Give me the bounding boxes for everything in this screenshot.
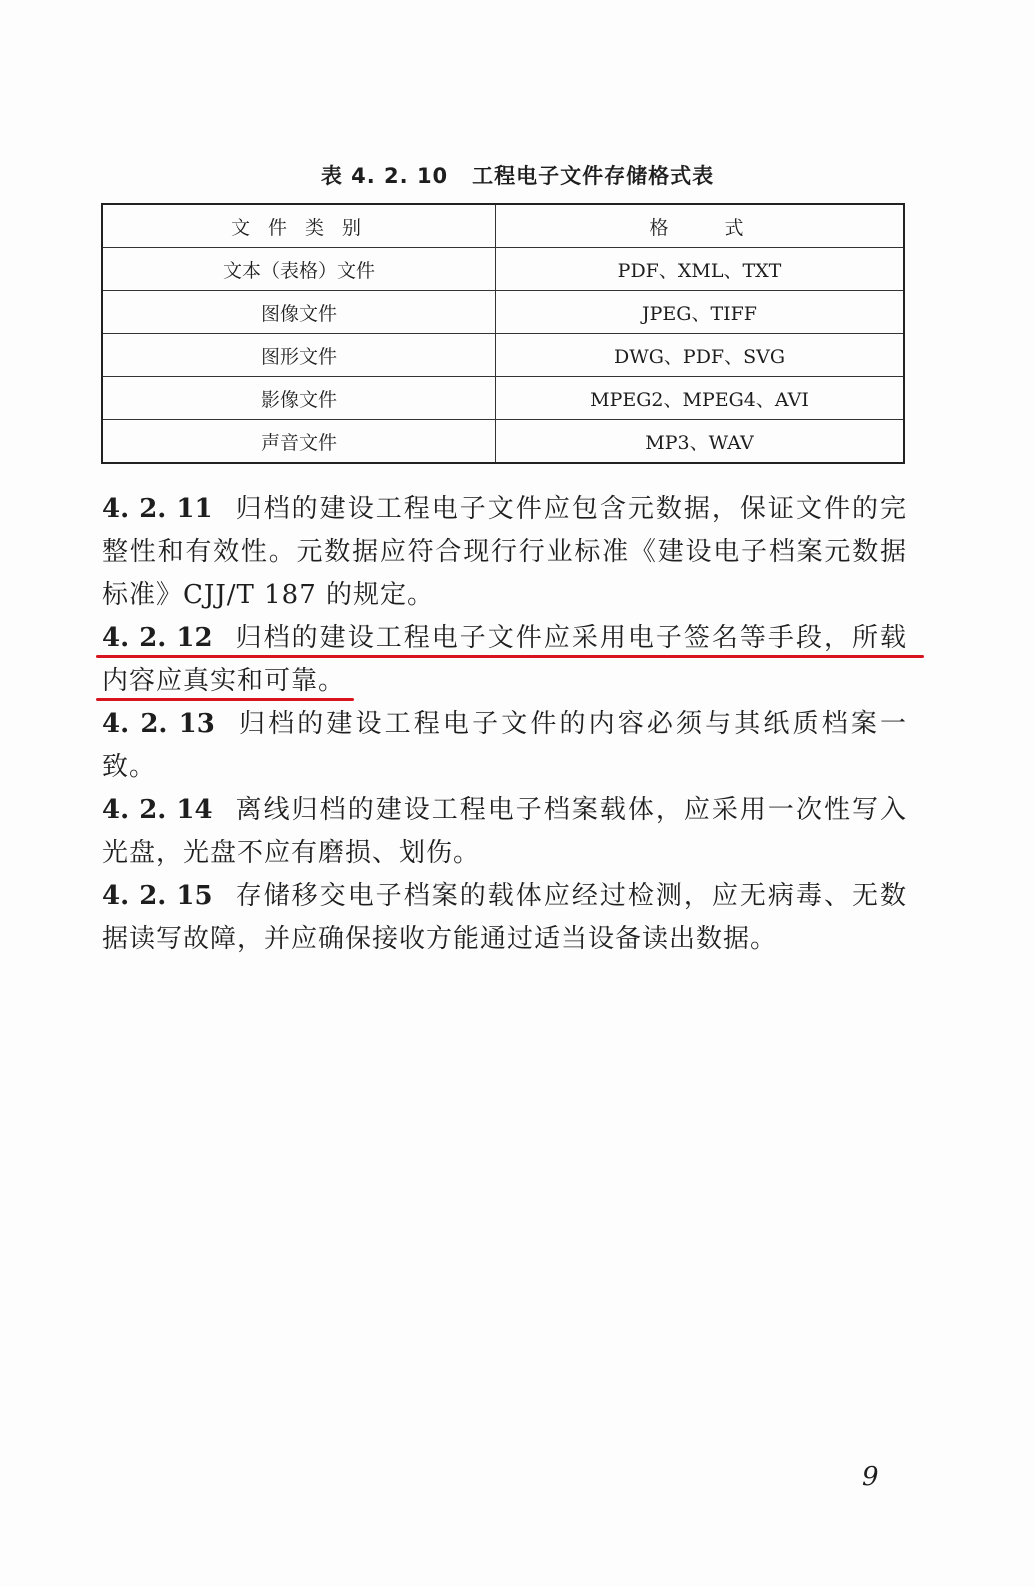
clause-4-2-15 <box>102 875 907 961</box>
clause-number: 4. 2. 15 <box>102 881 213 911</box>
cell-file-category: 文本（表格）文件 <box>102 248 496 291</box>
clause-number: 4. 2. 13 <box>102 709 215 739</box>
header-file-category: 文 件 类 别 <box>102 204 496 248</box>
table-caption-number: 表 4. 2. 10 <box>320 164 449 188</box>
cell-file-category: 图形文件 <box>102 334 496 377</box>
table-header-row <box>102 204 904 248</box>
clause-text: 归档的建设工程电子文件的内容必须与其纸质档案一致。 <box>102 709 907 782</box>
clause-text: 存储移交电子档案的载体应经过检测，应无病毒、无数据读写故障，并应确保接收方能通过适当设备读出数据。 <box>102 881 907 954</box>
clause-text: 归档的建设工程电子文件应采用电子签名等手段，所载内容应真实和可靠。 <box>102 623 907 696</box>
cell-format: MP3、WAV <box>496 420 905 464</box>
table-caption <box>0 160 1035 190</box>
table-caption-title: 工程电子文件存储格式表 <box>472 164 715 188</box>
clause-number: 4. 2. 12 <box>102 623 213 653</box>
clause-text: 归档的建设工程电子文件应包含元数据，保证文件的完整性和有效性。元数据应符合现行行业标准《建设电子档案元数据标准》CJJ/T 187 的规定。 <box>102 494 907 610</box>
red-underline-line-1 <box>96 655 924 658</box>
cell-format: PDF、XML、TXT <box>496 248 905 291</box>
table-row <box>102 420 904 464</box>
page-number: 9 <box>862 1462 879 1492</box>
table-row <box>102 291 904 334</box>
clause-4-2-11 <box>102 488 907 617</box>
cell-file-category: 图像文件 <box>102 291 496 334</box>
table-row <box>102 334 904 377</box>
clause-4-2-13 <box>102 703 907 789</box>
cell-format: DWG、PDF、SVG <box>496 334 905 377</box>
cell-format: JPEG、TIFF <box>496 291 905 334</box>
table-row <box>102 377 904 420</box>
cell-file-category: 影像文件 <box>102 377 496 420</box>
clause-text: 离线归档的建设工程电子档案载体，应采用一次性写入光盘，光盘不应有磨损、划伤。 <box>102 795 907 868</box>
cell-format: MPEG2、MPEG4、AVI <box>496 377 905 420</box>
storage-format-table <box>101 203 905 464</box>
table-row <box>102 248 904 291</box>
red-underline-line-2 <box>96 698 354 701</box>
clause-number: 4. 2. 11 <box>102 494 213 524</box>
header-format: 格 式 <box>496 204 905 248</box>
clause-4-2-12 <box>102 617 907 703</box>
clause-4-2-14 <box>102 789 907 875</box>
clause-number: 4. 2. 14 <box>102 795 213 825</box>
cell-file-category: 声音文件 <box>102 420 496 464</box>
